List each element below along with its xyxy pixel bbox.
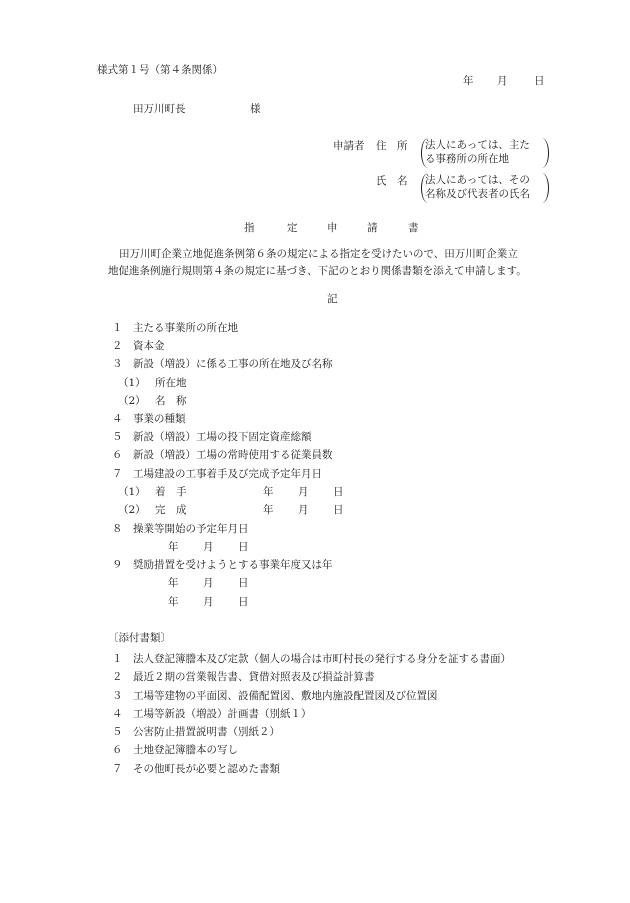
item-text: 主たる事業所の所在地 xyxy=(133,322,238,334)
attachment-number: ５ xyxy=(112,726,123,738)
ymd-day: 日 xyxy=(238,596,249,608)
ymd-year: 年 xyxy=(263,486,274,498)
attachment-number: ７ xyxy=(112,763,123,775)
date-day: 日 xyxy=(534,75,545,87)
ymd-year: 年 xyxy=(263,504,274,516)
item-text: 操業等開始の予定年月日 xyxy=(133,523,249,535)
item-number: ９ xyxy=(112,559,123,571)
ymd-month: 月 xyxy=(298,486,309,498)
item-number: ８ xyxy=(112,523,123,535)
ki-marker: 記 xyxy=(327,293,338,305)
item-number: ５ xyxy=(112,431,123,443)
item-text: 新設（増設）に係る工事の所在地及び名称 xyxy=(133,358,333,370)
ymd-year: 年 xyxy=(168,596,179,608)
body-line-1: 田万川町企業立地促進条例第６条の規定による指定を受けたいので、田万川町企業立 xyxy=(119,248,518,260)
ymd-day: 日 xyxy=(238,541,249,553)
address-note xyxy=(421,138,549,168)
ymd-month: 月 xyxy=(298,504,309,516)
applicant-label: 申請者 xyxy=(333,140,365,152)
item-number: ６ xyxy=(112,449,123,461)
ymd-day: 日 xyxy=(333,504,344,516)
ymd-month: 月 xyxy=(203,577,214,589)
ymd-month: 月 xyxy=(203,541,214,553)
name-note-line-1: 法人にあっては、その xyxy=(425,174,530,186)
sub-item-text: 完 成 xyxy=(155,504,187,516)
title-char: 請 xyxy=(367,222,378,234)
title-char: 指 xyxy=(244,222,255,234)
ymd-month: 月 xyxy=(203,596,214,608)
attachment-number: １ xyxy=(112,653,123,665)
attachment-text: 工場等建物の平面図、設備配置図、敷地内施設配置図及び位置図 xyxy=(133,690,438,702)
addressee-honorific: 様 xyxy=(250,103,261,115)
sub-item-number: （2） xyxy=(118,395,146,407)
address-label: 住 所 xyxy=(376,140,408,152)
item-text: 新設（増設）工場の投下固定資産総額 xyxy=(133,431,312,443)
attachment-text: 法人登記簿謄本及び定款（個人の場合は市町村長の発行する身分を証する書面） xyxy=(133,653,511,665)
address-note-line-2: る事務所の所在地 xyxy=(425,153,509,165)
sub-item-number: （1） xyxy=(118,377,146,389)
sub-item-number: （2） xyxy=(118,504,146,516)
ymd-year: 年 xyxy=(168,577,179,589)
date-year: 年 xyxy=(463,75,474,87)
item-text: 工場建設の工事着手及び完成予定年月日 xyxy=(133,468,322,480)
addressee-name: 田万川町長 xyxy=(133,103,186,115)
attachment-number: ６ xyxy=(112,744,123,756)
item-text: 奨励措置を受けようとする事業年度又は年 xyxy=(133,559,333,571)
attachment-text: 最近２期の営業報告書、貸借対照表及び損益計算書 xyxy=(133,671,375,683)
attachment-text: 工場等新設（増設）計画書（別紙１） xyxy=(133,708,312,720)
item-number: １ xyxy=(112,322,123,334)
sub-item-text: 所在地 xyxy=(155,377,187,389)
title-char: 申 xyxy=(327,222,338,234)
title-char: 定 xyxy=(287,222,298,234)
item-number: ４ xyxy=(112,413,123,425)
ymd-day: 日 xyxy=(238,577,249,589)
name-note-line-2: 名称及び代表者の氏名 xyxy=(425,188,530,200)
attachments-heading: 〔添付書類〕 xyxy=(108,632,171,644)
attachment-number: ２ xyxy=(112,671,123,683)
attachment-number: ３ xyxy=(112,690,123,702)
item-text: 事業の種類 xyxy=(133,413,186,425)
item-text: 資本金 xyxy=(133,340,165,352)
name-label: 氏 名 xyxy=(376,175,408,187)
item-number: ３ xyxy=(112,358,123,370)
body-line-2: 地促進条例施行規則第４条の規定に基づき、下記のとおり関係書類を添えて申請します。 xyxy=(108,265,527,277)
attachment-text: 公害防止措置説明書（別紙２） xyxy=(133,726,280,738)
title-char: 書 xyxy=(408,222,419,234)
ymd-year: 年 xyxy=(168,541,179,553)
date-month: 月 xyxy=(497,75,508,87)
name-note xyxy=(421,173,549,203)
ymd-day: 日 xyxy=(333,486,344,498)
sub-item-text: 名 称 xyxy=(155,395,187,407)
form-label: 様式第１号（第４条関係） xyxy=(97,64,223,76)
item-number: ２ xyxy=(112,340,123,352)
item-text: 新設（増設）工場の常時使用する従業員数 xyxy=(133,449,333,461)
attachment-number: ４ xyxy=(112,708,123,720)
attachment-text: その他町長が必要と認めた書類 xyxy=(133,763,280,775)
address-note-line-1: 法人にあっては、主た xyxy=(425,139,530,151)
attachment-text: 土地登記簿謄本の写し xyxy=(133,744,238,756)
sub-item-number: （1） xyxy=(118,486,146,498)
item-number: ７ xyxy=(112,468,123,480)
sub-item-text: 着 手 xyxy=(155,486,187,498)
